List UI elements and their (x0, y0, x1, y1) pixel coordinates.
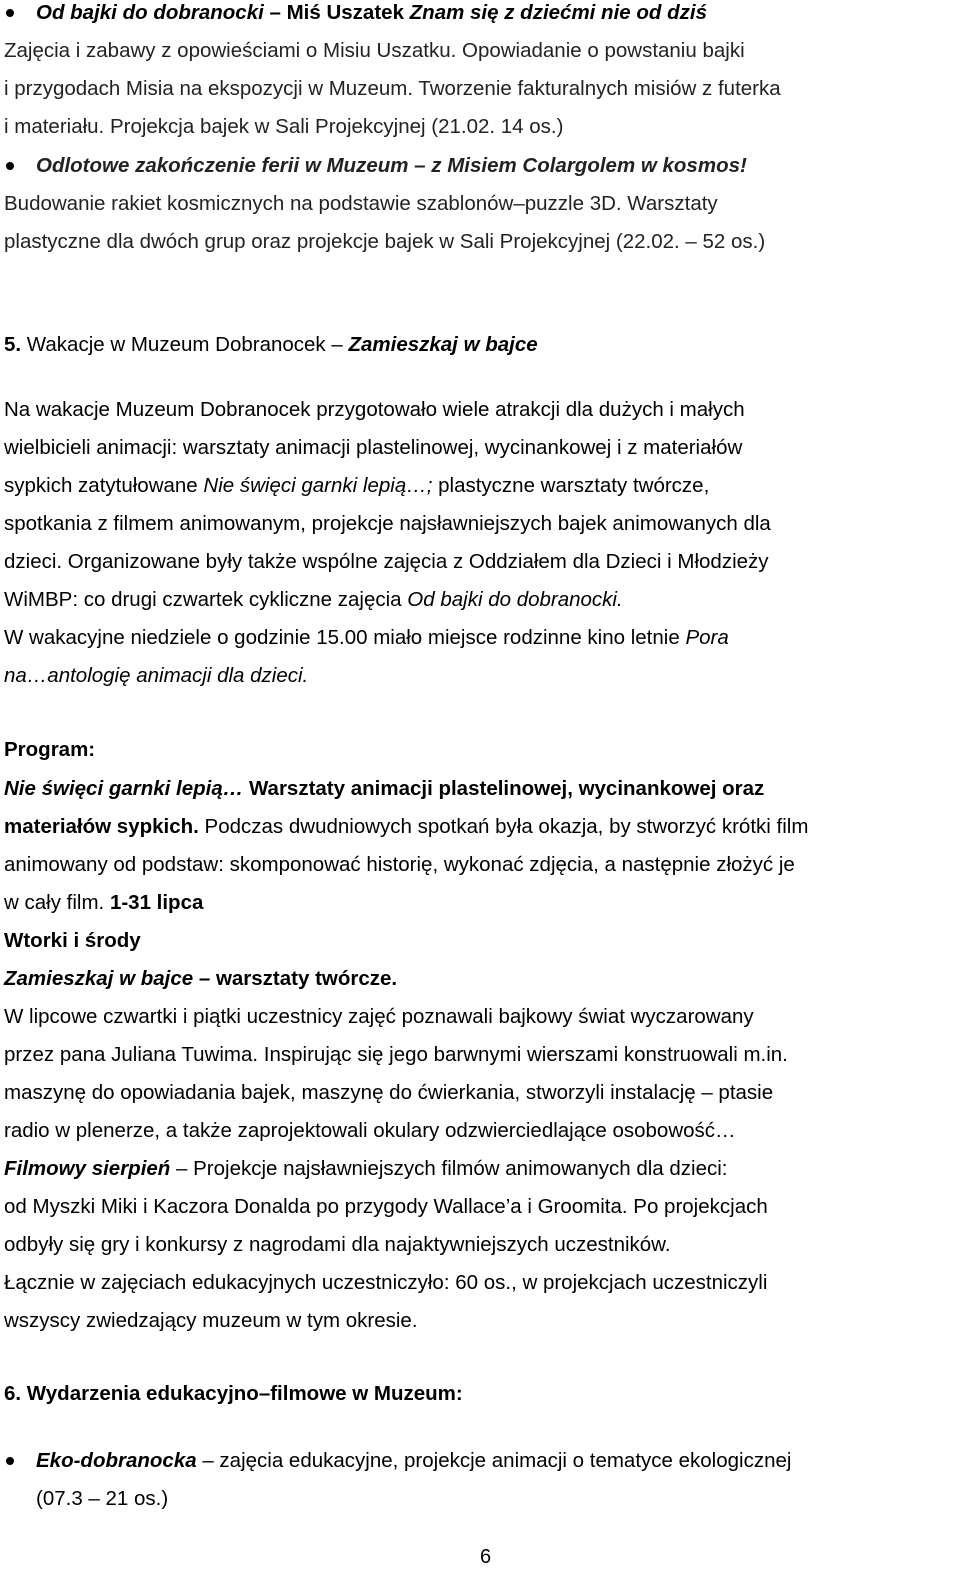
event-title: Od bajki do dobranocki (36, 1, 264, 24)
event-stats: (07.3 – 21 os.) (36, 1487, 169, 1510)
paragraph-line: wszyscy zwiedzający muzeum w tym okresie. (4, 1309, 418, 1332)
bold-run: Warsztaty animacji plastelinowej, wycinankowej oraz (243, 777, 765, 800)
bold-run: materiałów sypkich. (4, 815, 199, 838)
bold-run: – warsztaty twórcze. (193, 967, 398, 990)
paragraph-line: Zajęcia i zabawy z opowieściami o Misiu Uszatku. Opowiadanie o powstaniu bajki (4, 39, 745, 62)
paragraph-line: W lipcowe czwartki i piątki uczestnicy zajęć poznawali bajkowy świat wyczarowany (4, 1005, 754, 1028)
italic-line: na…antologię animacji dla dzieci. (4, 664, 309, 687)
section-heading (4, 332, 538, 358)
event-subtitle-italic: Znam się z dziećmi nie od dziś (403, 1, 707, 24)
bullet-icon (6, 1457, 14, 1465)
schedule-days: Wtorki i środy (4, 929, 141, 952)
text-run: sypkich zatytułowane (4, 474, 204, 497)
text-run: WiMBP: co drugi czwartek cykliczne zajęcia (4, 588, 408, 611)
italic-run: Nie święci garnki lepią… (4, 777, 244, 800)
text-run: – Projekcje najsławniejszych filmów animowanych dla dzieci: (170, 1157, 728, 1180)
paragraph-line (4, 814, 808, 840)
paragraph-line: Łącznie w zajęciach edukacyjnych uczestniczyło: 60 os., w projekcjach uczestniczyli (4, 1271, 768, 1294)
italic-run: Od bajki do dobranocki. (407, 588, 623, 611)
paragraph-line: i przygodach Misia na ekspozycji w Muzeum. Tworzenie fakturalnych misiów z futerka (4, 77, 781, 100)
program-label: Program: (4, 738, 96, 761)
event-title: Eko-dobranocka (36, 1449, 197, 1472)
page-number: 6 (480, 1546, 492, 1568)
date-range: 1-31 lipca (109, 891, 204, 914)
bullet-icon (6, 9, 14, 17)
event-subtitle: Miś Uszatek (286, 1, 404, 24)
paragraph-line: plastyczne dla dwóch grup oraz projekcje bajek w Sali Projekcyjnej (22.02. – 52 os.) (4, 230, 766, 253)
text-run: plastyczne warsztaty twórcze, (432, 474, 710, 497)
section-number: 5. (4, 333, 22, 356)
paragraph-line: animowany od podstaw: skomponować historię, wykonać zdjęcia, a następnie złożyć je (4, 853, 795, 876)
section-heading: 6. Wydarzenia edukacyjno–filmowe w Muzeum: (4, 1382, 463, 1405)
paragraph-line: dzieci. Organizowane były także wspólne zajęcia z Oddziałem dla Dzieci i Młodzieży (4, 550, 769, 573)
text-run: Podczas dwudniowych spotkań była okazja, by stworzyć krótki film (198, 815, 809, 838)
program-item-title (4, 776, 764, 802)
italic-run: Nie święci garnki lepią…; (203, 474, 433, 497)
paragraph-line (4, 587, 623, 613)
italic-run: Filmowy sierpień (4, 1157, 171, 1180)
paragraph-line: wielbicieli animacji: warsztaty animacji plastelinowej, wycinankowej i z materiałów (4, 436, 743, 459)
section-heading-text: Wakacje w Muzeum Dobranocek – (21, 333, 349, 356)
italic-run: Zamieszkaj w bajce (4, 967, 194, 990)
text-run: – zajęcia edukacyjne, projekcje animacji o tematyce ekologicznej (196, 1449, 792, 1472)
paragraph-line: przez pana Juliana Tuwima. Inspirując się jego barwnymi wierszami konstruowali m.in. (4, 1043, 788, 1066)
paragraph-line: spotkania z filmem animowanym, projekcje najsławniejszych bajek animowanych dla (4, 512, 771, 535)
text-run: W wakacyjne niedziele o godzinie 15.00 miało miejsce rodzinne kino letnie (4, 626, 686, 649)
paragraph-line: radio w plenerze, a także zaprojektowali okulary odzwierciedlające osobowość… (4, 1119, 736, 1142)
paragraph-line: maszynę do opowiadania bajek, maszynę do ćwierkania, stworzyli instalację – ptasie (4, 1081, 774, 1104)
paragraph-line (4, 890, 203, 916)
paragraph-line (4, 625, 729, 651)
event-title-line (36, 0, 707, 26)
bullet-icon (6, 162, 14, 170)
text-run: w cały film. (4, 891, 110, 914)
italic-run: Pora (685, 626, 729, 649)
paragraph-line (4, 473, 709, 499)
paragraph-line: i materiału. Projekcja bajek w Sali Projekcyjnej (21.02. 14 os.) (4, 115, 564, 138)
paragraph-line: Na wakacje Muzeum Dobranocek przygotowało wiele atrakcji dla dużych i małych (4, 398, 745, 421)
section-heading-italic: Zamieszkaj w bajce (348, 333, 538, 356)
event-title: Odlotowe zakończenie ferii w Muzeum – z Misiem Colargolem w kosmos! (36, 154, 747, 177)
paragraph-line: odbyły się gry i konkursy z nagrodami dla najaktywniejszych uczestników. (4, 1233, 671, 1256)
paragraph-line: Budowanie rakiet kosmicznych na podstawie szablonów–puzzle 3D. Warsztaty (4, 192, 718, 215)
program-item-title (4, 1156, 727, 1182)
event-line (36, 1448, 791, 1474)
paragraph-line: od Myszki Miki i Kaczora Donalda po przygody Wallace’a i Groomita. Po projekcjach (4, 1195, 768, 1218)
program-item-title (4, 966, 397, 992)
title-separator: – (263, 1, 287, 24)
